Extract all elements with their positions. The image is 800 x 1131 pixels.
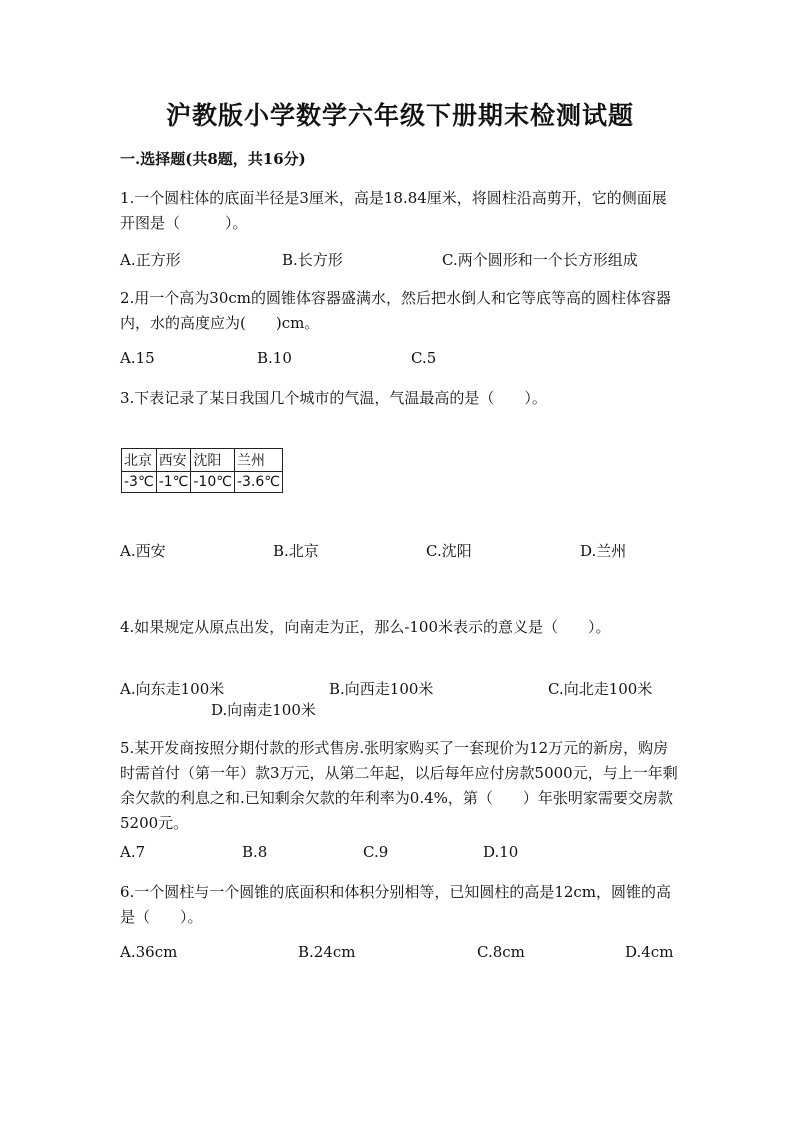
table-cell-city: 西安: [156, 449, 191, 472]
question-4-option-a: A.向东走100米: [120, 680, 225, 698]
table-cell-temp: -1℃: [156, 472, 191, 493]
question-2-option-b: B.10: [257, 349, 292, 367]
question-4-option-c: C.向北走100米: [548, 680, 653, 698]
question-6-option-b: B.24cm: [298, 943, 356, 961]
question-1-option-c: C.两个圆形和一个长方形组成: [442, 251, 638, 269]
question-5-option-d: D.10: [483, 843, 519, 861]
question-5-option-c: C.9: [363, 843, 389, 861]
question-1-stem: 1.一个圆柱体的底面半径是3厘米，高是18.84厘米，将圆柱沿高剪开，它的侧面展开图是（ ）。: [120, 189, 667, 232]
page-title: 沪教版小学数学六年级下册期末检测试题: [165, 101, 634, 130]
question-1-option-a: A.正方形: [120, 251, 181, 269]
table-cell-city: 沈阳: [191, 449, 235, 472]
question-6-option-d: D.4cm: [625, 943, 674, 961]
table-cell-city: 北京: [122, 449, 157, 472]
question-4-option-b: B.向西走100米: [329, 680, 434, 698]
question-4-stem: 4.如果规定从原点出发，向南走为正，那么-100米表示的意义是（ ）。: [120, 618, 611, 636]
question-3-option-a: A.西安: [120, 542, 166, 560]
question-4-option-d: D.向南走100米: [211, 701, 316, 719]
question-3-stem: 3.下表记录了某日我国几个城市的气温，气温最高的是（ ）。: [120, 389, 547, 407]
table-cell-temp: -3.6℃: [234, 472, 282, 493]
table-row: [122, 449, 283, 472]
temperature-table: [121, 448, 283, 493]
question-3-option-d: D.兰州: [580, 542, 627, 560]
question-5-stem: 5.某开发商按照分期付款的形式售房.张明家购买了一套现价为12万元的新房，购房时需首付（第一年）款3万元，从第二年起，以后每年应付房款5000元，与上一年剩余欠款的利息之和.已知剩余欠款的年利率为0.4%，第（ ）年张明家需要交房款5200元。: [120, 739, 678, 832]
question-5-option-a: A.7: [120, 843, 146, 861]
table-row: [122, 472, 283, 493]
question-6-stem: 6.一个圆柱与一个圆锥的底面积和体积分别相等，已知圆柱的高是12cm，圆锥的高是（ ）。: [120, 883, 672, 926]
table-cell-city: 兰州: [234, 449, 282, 472]
question-2-option-a: A.15: [120, 349, 155, 367]
question-2-option-c: C.5: [411, 349, 437, 367]
table-cell-temp: -10℃: [191, 472, 235, 493]
question-3-option-b: B.北京: [273, 542, 319, 560]
table-cell-temp: -3℃: [122, 472, 157, 493]
question-3-option-c: C.沈阳: [426, 542, 472, 560]
section-heading: 一.选择题(共8题，共16分): [120, 150, 306, 168]
question-6-option-c: C.8cm: [477, 943, 525, 961]
question-6-option-a: A.36cm: [120, 943, 178, 961]
question-5-option-b: B.8: [242, 843, 268, 861]
question-1-option-b: B.长方形: [282, 251, 343, 269]
question-2-stem: 2.用一个高为30cm的圆锥体容器盛满水，然后把水倒人和它等底等高的圆柱体容器内，水的高度应为( )cm。: [120, 289, 672, 332]
